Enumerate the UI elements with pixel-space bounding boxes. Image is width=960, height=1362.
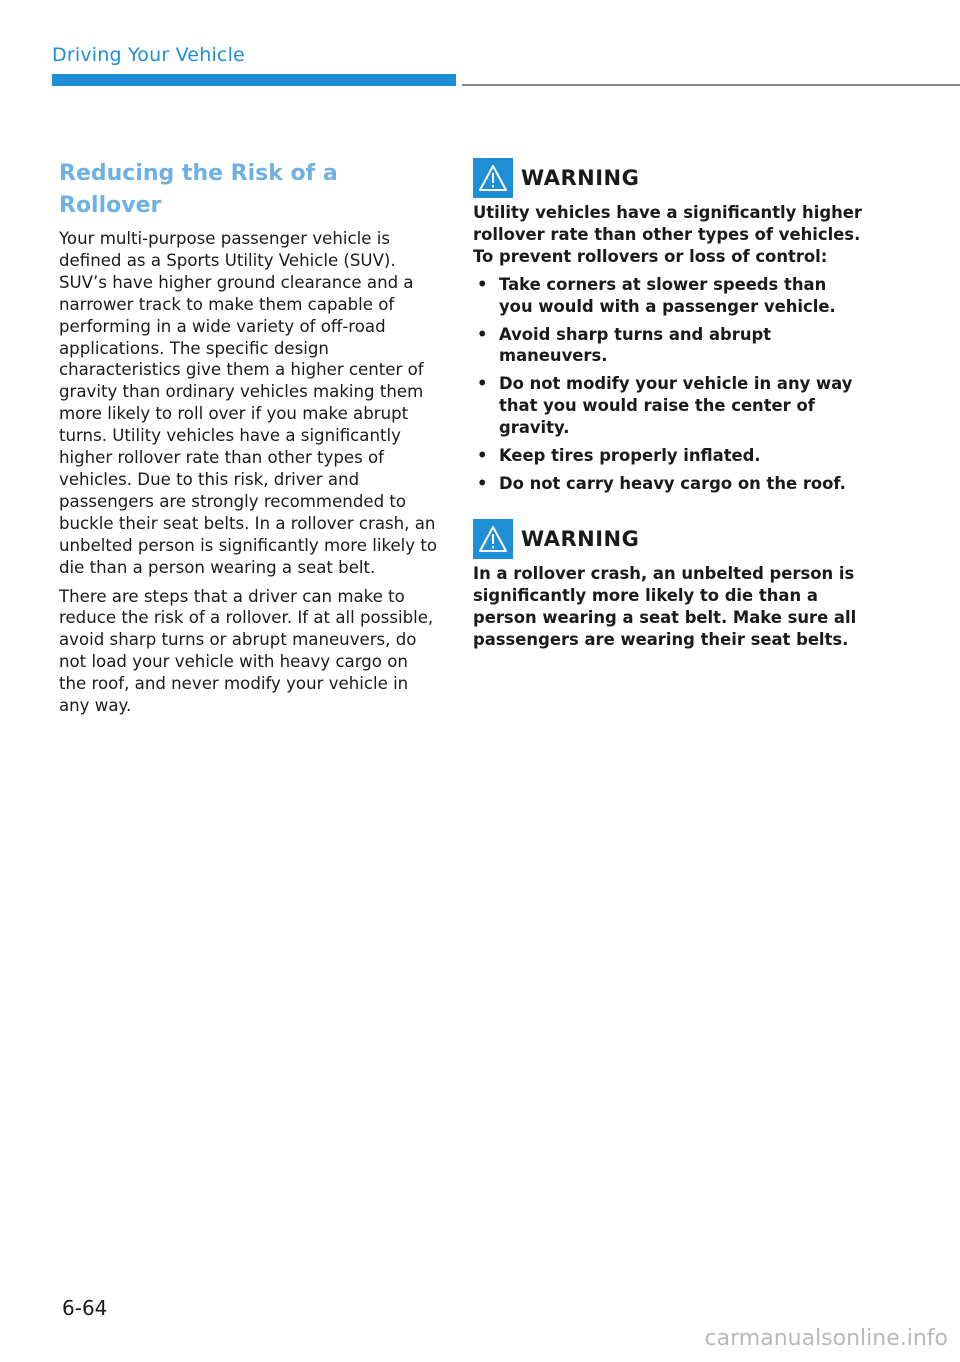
- warning-bullet-item: [473, 324, 863, 368]
- body-paragraph-1: Your multi-purpose passenger vehicle is defined as a Sports Utility Vehicle (SUV). SUV’s have higher ground clearance and a narrower track to make them capable of performing in a wide variety of off-road applications. The specific design characteristics give them a higher center of gravity than ordinary vehicles making them more likely to roll over if you make abrupt turns. Utility vehicles have a significantly higher rollover rate than other types of vehicles. Due to this risk, driver and passengers are strongly recommended to buckle their seat belts. In a rollover crash, an unbelted person is significantly more likely to die than a person wearing a seat belt.: [59, 229, 438, 577]
- warning-header: [473, 519, 863, 559]
- warning-title: WARNING: [521, 166, 640, 190]
- bullet-text: Do not modify your vehicle in any way that you would raise the center of gravity.: [499, 374, 853, 438]
- warning-triangle-icon: [473, 158, 513, 198]
- warning-box-1: [473, 158, 863, 495]
- bullet-dot-icon: •: [477, 324, 488, 344]
- page-number: 6-64: [62, 1296, 108, 1320]
- warning-bullet-item: [473, 373, 863, 439]
- bullet-text: Take corners at slower speeds than you would with a passenger vehicle.: [499, 274, 836, 316]
- warning-bullet-item: [473, 274, 863, 318]
- warning-header: [473, 158, 863, 198]
- bullet-text: Avoid sharp turns and abrupt maneuvers.: [499, 324, 772, 366]
- warning-body-text: In a rollover crash, an unbelted person is significantly more likely to die than a person wearing a seat belt. Make sure all passengers are wearing their seat belts.: [473, 563, 857, 649]
- bullet-text: Keep tires properly inflated.: [499, 446, 761, 466]
- site-watermark: carmanualsonline.info: [704, 1326, 948, 1351]
- header-accent-bar: [52, 74, 456, 86]
- body-paragraph-2: There are steps that a driver can make to reduce the risk of a rollover. If at all possible, avoid sharp turns or abrupt maneuvers, do not load your vehicle with heavy cargo on the roof, and never modify your vehicle in any way.: [59, 586, 434, 716]
- warning-bullet-item: [473, 445, 863, 467]
- warning-bullet-list: [473, 274, 863, 495]
- warning-box-2: [473, 519, 863, 651]
- warning-bullet-item: [473, 473, 863, 495]
- bullet-dot-icon: •: [477, 374, 488, 394]
- section-heading: Reducing the Risk of a Rollover: [59, 161, 338, 218]
- warning-title: WARNING: [521, 526, 640, 551]
- bullet-dot-icon: •: [477, 274, 488, 294]
- right-column: [473, 158, 863, 675]
- left-column: [59, 158, 439, 724]
- warning-triangle-icon: [473, 519, 513, 559]
- bullet-dot-icon: •: [477, 446, 488, 466]
- section-header-title: Driving Your Vehicle: [52, 44, 245, 66]
- bullet-dot-icon: •: [477, 473, 488, 493]
- header-divider-line: [462, 84, 960, 86]
- warning-intro-text: Utility vehicles have a significantly higher rollover rate than other types of vehicles. To prevent rollovers or loss of control:: [473, 203, 862, 266]
- bullet-text: Do not carry heavy cargo on the roof.: [499, 473, 846, 493]
